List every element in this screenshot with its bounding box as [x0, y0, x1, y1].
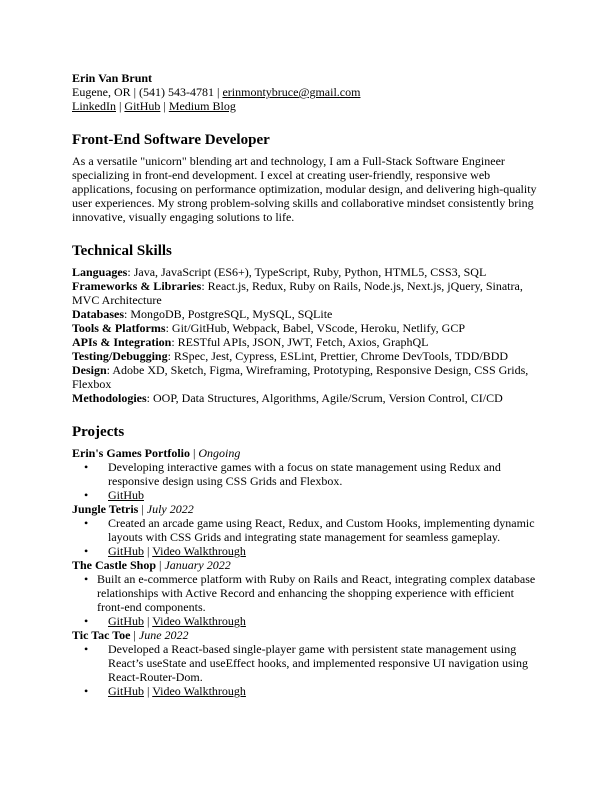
project-links	[72, 684, 542, 698]
project-date: January 2022	[164, 558, 231, 572]
project-heading	[72, 558, 542, 572]
summary-text: As a versatile "unicorn" blending art and technology, I am a Full-Stack Software Engineer specializing in front-end development. I excel at creating user-friendly, responsive web applications, focusing on performance optimization, modular design, and delivering high-quality user experiences. My strong problem-solving skills and collaborative mindset consistently bring innovative, visually engaging solutions to life.	[72, 154, 537, 224]
projects-list	[72, 446, 542, 698]
projects-title: Projects	[72, 424, 125, 440]
skill-value: : RESTful APIs, JSON, JWT, Fetch, Axios, GraphQL	[171, 335, 429, 349]
skill-value: : Adobe XD, Sketch, Figma, Wireframing, Prototyping, Responsive Design, CSS Grids, Flexbox	[72, 363, 529, 391]
skill-row-testing	[72, 349, 542, 363]
project-github-link[interactable]: GitHub	[108, 544, 144, 558]
skill-label: Tools & Platforms	[72, 321, 166, 335]
link-separator: |	[144, 684, 153, 698]
link-separator: |	[160, 99, 169, 113]
profile-links	[72, 99, 542, 113]
project-name: Tic Tac Toe	[72, 628, 131, 642]
project-description: • Developing interactive games with a focus on state management using Redux and responsive design using CSS Grids and Flexbox.	[72, 460, 542, 488]
project-heading	[72, 502, 542, 516]
skills-list	[72, 265, 542, 405]
project-bullets	[72, 516, 542, 558]
project-item	[72, 446, 542, 502]
skill-label: Methodologies	[72, 391, 147, 405]
skill-row-design	[72, 363, 542, 391]
skill-label: Design	[72, 363, 107, 377]
project-video-link[interactable]: Video Walkthrough	[152, 684, 246, 698]
skill-value: : React.js, Redux, Ruby on Rails, Node.js, Next.js, jQuery, Sinatra, MVC Architecture	[72, 279, 523, 307]
project-name: The Castle Shop	[72, 558, 157, 572]
project-item	[72, 558, 542, 628]
project-bullets	[72, 642, 542, 698]
link-separator: |	[144, 544, 153, 558]
project-video-link[interactable]: Video Walkthrough	[152, 614, 246, 628]
project-github-link[interactable]: GitHub	[108, 684, 144, 698]
skills-title: Technical Skills	[72, 243, 172, 259]
link-separator: |	[144, 614, 153, 628]
project-links	[72, 488, 542, 502]
skill-label: Databases	[72, 307, 125, 321]
project-item	[72, 502, 542, 558]
skill-label: APIs & Integration	[72, 335, 172, 349]
skill-label: Testing/Debugging	[72, 349, 168, 363]
contact-line	[72, 85, 542, 99]
summary-title: Front-End Software Developer	[72, 132, 270, 148]
skill-row-databases	[72, 307, 542, 321]
project-name: Erin's Games Portfolio	[72, 446, 190, 460]
linkedin-link[interactable]: LinkedIn	[72, 99, 116, 113]
skill-value: : RSpec, Jest, Cypress, ESLint, Prettier, Chrome DevTools, TDD/BDD	[167, 349, 509, 363]
location-phone: Eugene, OR | (541) 543-4781 |	[72, 85, 223, 99]
skill-row-languages	[72, 265, 542, 279]
project-date: Ongoing	[198, 446, 241, 460]
skill-row-methodologies	[72, 391, 542, 405]
skill-value: : Java, JavaScript (ES6+), TypeScript, Ruby, Python, HTML5, CSS3, SQL	[127, 265, 487, 279]
skill-row-tools	[72, 321, 542, 335]
project-links	[72, 614, 542, 628]
skill-label: Languages	[72, 265, 128, 279]
project-description: • Built an e-commerce platform with Ruby on Rails and React, integrating complex database relationships with Active Record and enhancing the shopping experience with efficient front-end components.	[72, 572, 542, 614]
skill-value: : MongoDB, PostgreSQL, MySQL, SQLite	[124, 307, 333, 321]
project-item	[72, 628, 542, 698]
resume-page	[72, 71, 542, 698]
candidate-name: Erin Van Brunt	[72, 71, 153, 85]
project-github-link[interactable]: GitHub	[108, 614, 144, 628]
github-link[interactable]: GitHub	[124, 99, 161, 113]
project-date: July 2022	[146, 502, 194, 516]
project-separator: |	[138, 502, 147, 516]
skill-value: : OOP, Data Structures, Algorithms, Agile/Scrum, Version Control, CI/CD	[146, 391, 503, 405]
link-separator: |	[116, 99, 125, 113]
project-links	[72, 544, 542, 558]
project-separator: |	[189, 446, 199, 460]
skill-row-apis	[72, 335, 542, 349]
project-heading	[72, 628, 542, 642]
project-date: June 2022	[138, 628, 189, 642]
project-video-link[interactable]: Video Walkthrough	[152, 544, 246, 558]
project-separator: |	[156, 558, 165, 572]
skill-row-frameworks	[72, 279, 542, 307]
medium-blog-link[interactable]: Medium Blog	[168, 99, 236, 113]
project-separator: |	[130, 628, 139, 642]
skill-label: Frameworks & Libraries	[72, 279, 202, 293]
project-github-link[interactable]: GitHub	[108, 488, 144, 502]
email-link[interactable]: erinmontybruce@gmail.com	[222, 85, 361, 99]
project-description: • Created an arcade game using React, Redux, and Custom Hooks, implementing dynamic layouts with CSS Grids and integrating state management for seamless gameplay.	[72, 516, 542, 544]
project-bullets	[72, 460, 542, 502]
project-bullets	[72, 572, 542, 628]
project-heading	[72, 446, 542, 460]
contact-header	[72, 71, 542, 113]
skill-value: : Git/GitHub, Webpack, Babel, VScode, Heroku, Netlify, GCP	[165, 321, 465, 335]
project-description: • Developed a React-based single-player game with persistent state management using React’s useState and useEffect hooks, and implemented responsive UI navigation using React-Router-Dom.	[72, 642, 542, 684]
project-name: Jungle Tetris	[72, 502, 139, 516]
